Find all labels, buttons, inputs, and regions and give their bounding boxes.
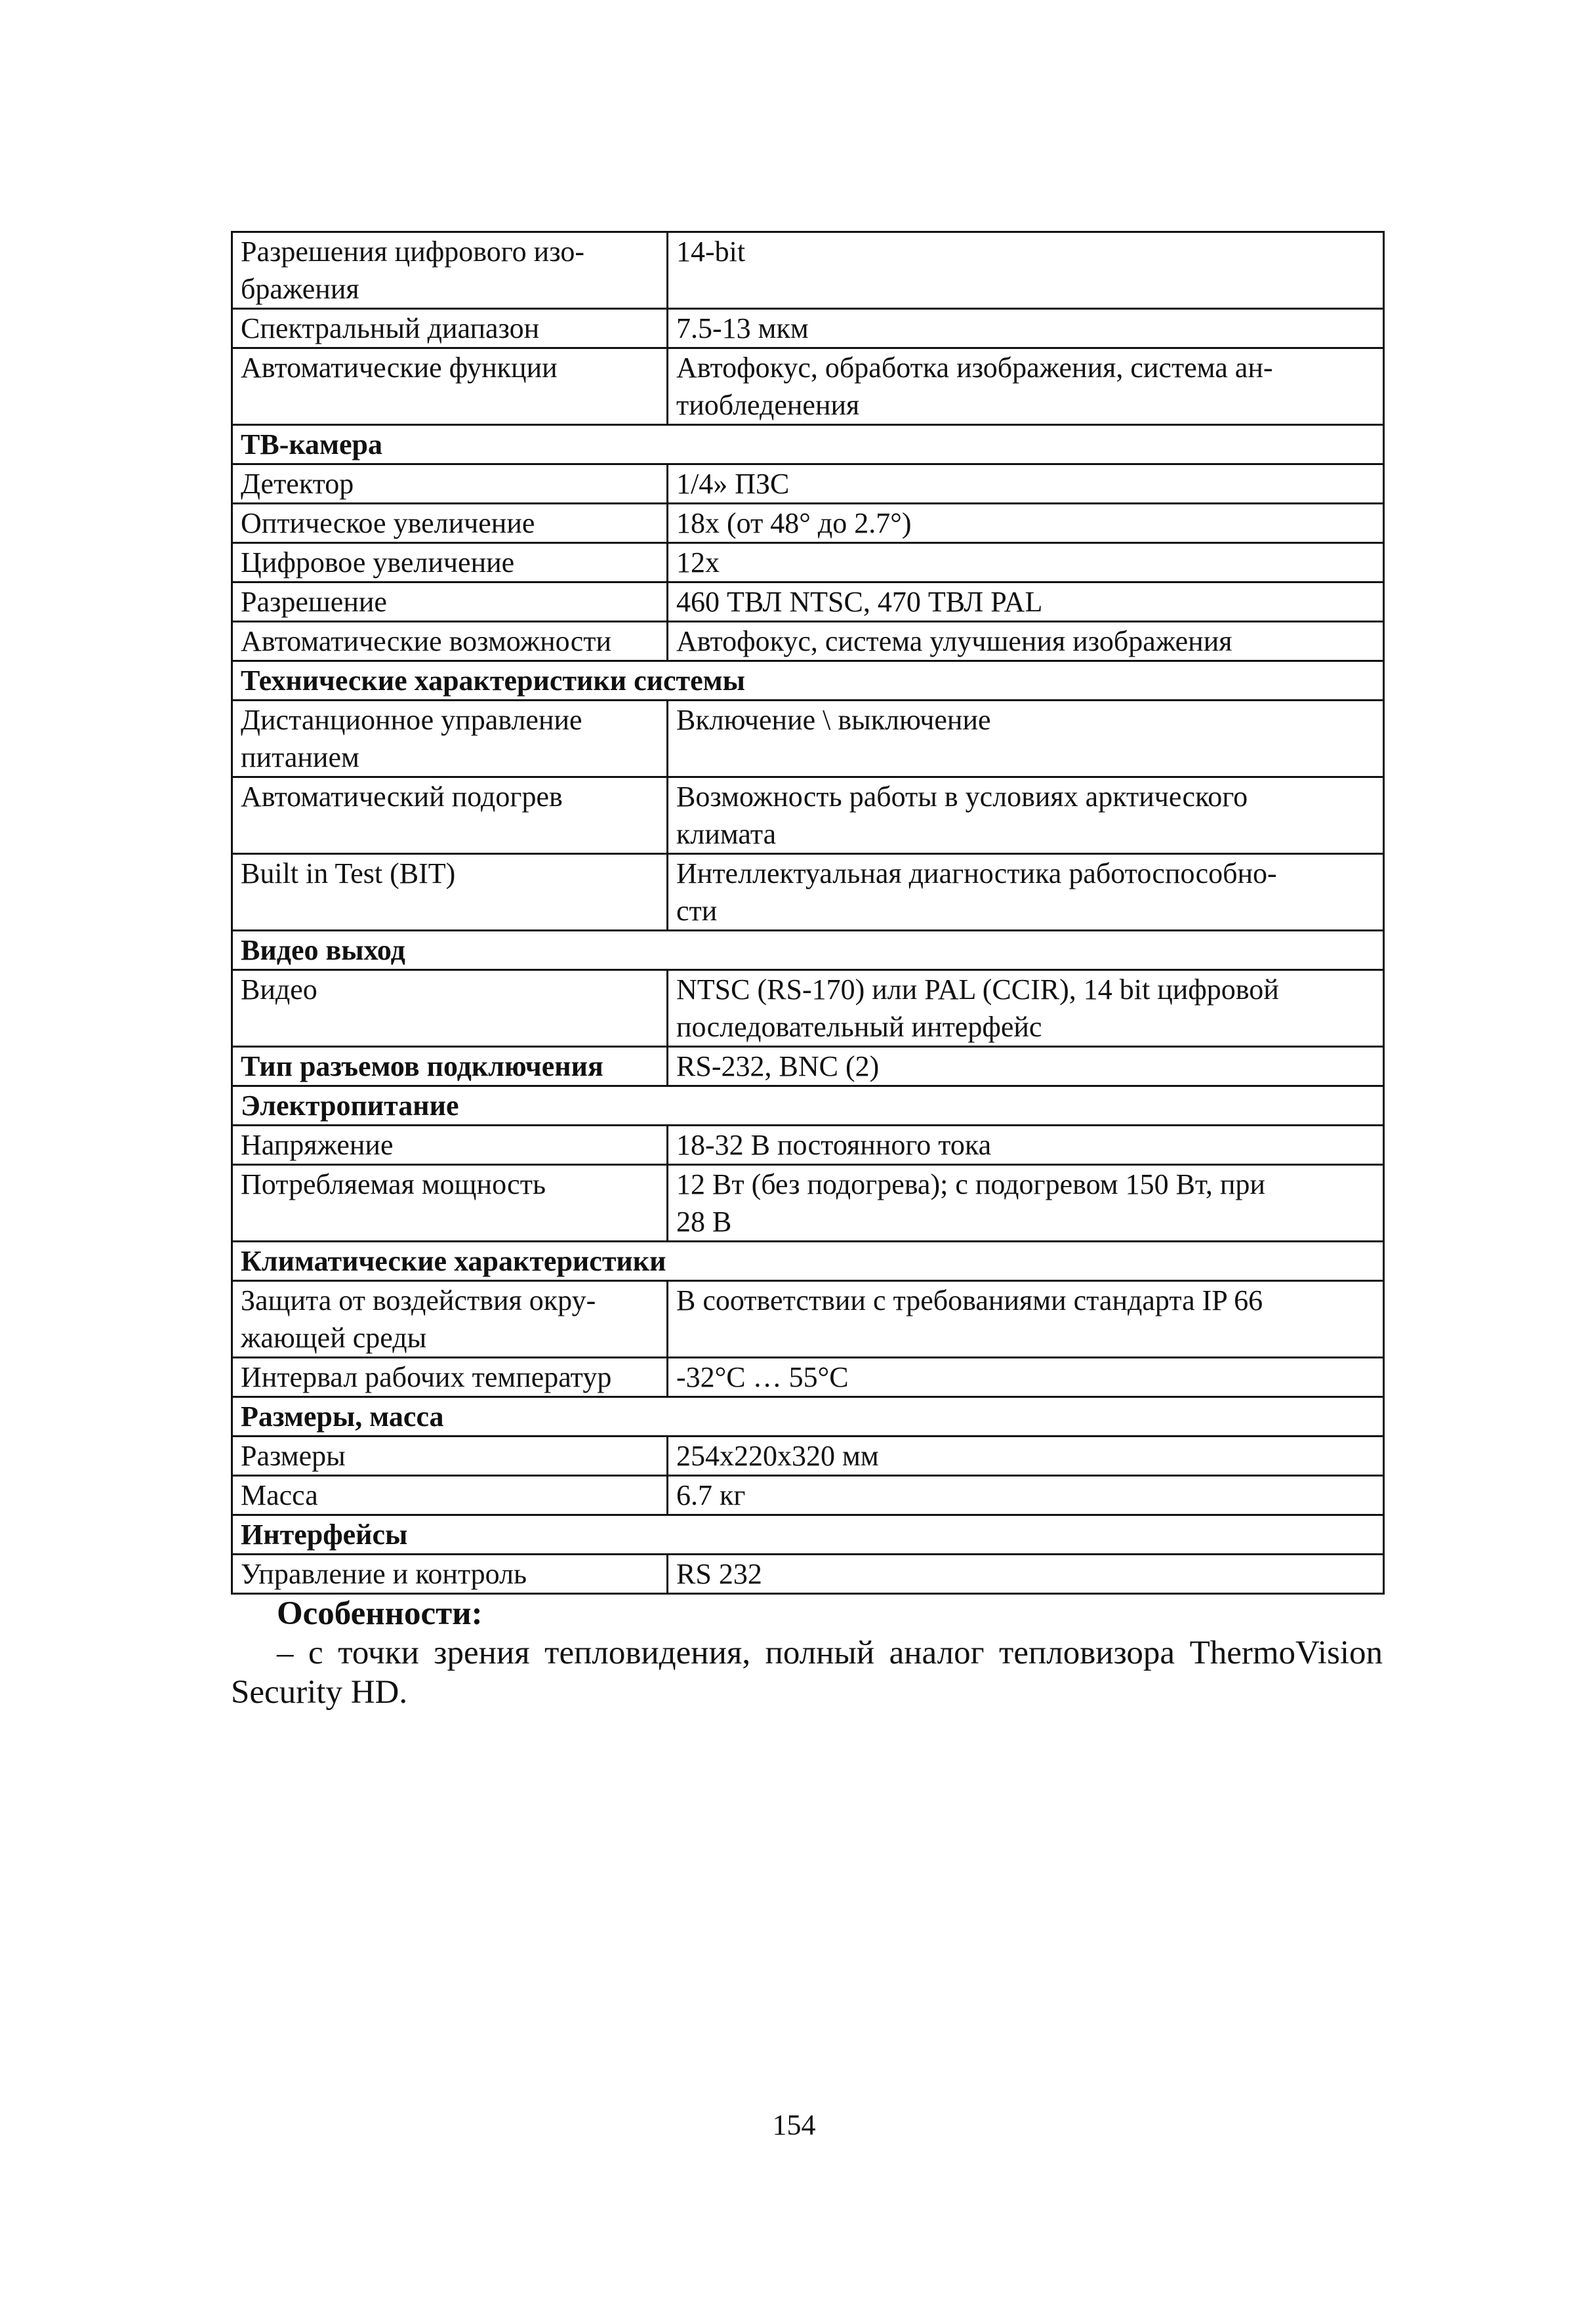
table-row — [232, 504, 1384, 543]
value-cell: Включение \ выключение — [668, 701, 1384, 777]
value-cell: В соответствии с требованиями стандарта IP 66 — [668, 1281, 1384, 1358]
value-cell: 460 ТВЛ NTSC, 470 ТВЛ PAL — [668, 582, 1384, 622]
parameter-cell: Напряжение — [232, 1126, 668, 1165]
table-row — [232, 1476, 1384, 1515]
value-cell: Автофокус, система улучшения изображения — [668, 622, 1384, 661]
value-cell: Интеллектуальная диагностика работоспособно- сти — [668, 854, 1384, 931]
table-row — [232, 543, 1384, 582]
table-row — [232, 854, 1384, 931]
parameter-cell: Видео — [232, 970, 668, 1047]
parameter-cell: Масса — [232, 1476, 668, 1515]
page-number: 154 — [772, 2109, 816, 2141]
features-text: – с точки зрения тепловидения, полный аналог тепловизора ThermoVision Security HD. — [231, 1635, 1383, 1711]
value-cell: -32°C … 55°C — [668, 1358, 1384, 1397]
section-header: Электропитание — [232, 1086, 1384, 1126]
parameter-cell: Разрешения цифрового изо- бражения — [232, 232, 668, 309]
value-cell: 7.5-13 мкм — [668, 309, 1384, 348]
value-cell: 18x (от 48° до 2.7°) — [668, 504, 1384, 543]
table-section-row — [232, 931, 1384, 970]
table-row — [232, 1281, 1384, 1358]
table-row — [232, 1358, 1384, 1397]
value-cell: 14-bit — [668, 232, 1384, 309]
value-cell: NTSC (RS-170) или PAL (CCIR), 14 bit цифровой последовательный интерфейс — [668, 970, 1384, 1047]
specifications-table-body — [232, 232, 1384, 1594]
parameter-cell: Интервал рабочих температур — [232, 1358, 668, 1397]
features-heading: Особенности: — [277, 1595, 483, 1632]
table-row — [232, 1437, 1384, 1476]
specifications-table — [231, 231, 1385, 1595]
table-row — [232, 701, 1384, 777]
value-cell: 12x — [668, 543, 1384, 582]
table-row — [232, 464, 1384, 504]
table-row — [232, 309, 1384, 348]
parameter-cell: Дистанционное управление питанием — [232, 701, 668, 777]
value-cell: 6.7 кг — [668, 1476, 1384, 1515]
parameter-cell: Детектор — [232, 464, 668, 504]
table-row — [232, 232, 1384, 309]
table-row — [232, 1165, 1384, 1242]
parameter-cell: Защита от воздействия окру- жающей среды — [232, 1281, 668, 1358]
table-row — [232, 1555, 1384, 1594]
section-header: Климатические характеристики — [232, 1242, 1384, 1281]
parameter-cell: Размеры — [232, 1437, 668, 1476]
parameter-cell: Управление и контроль — [232, 1555, 668, 1594]
table-row — [232, 970, 1384, 1047]
value-cell: 18-32 В постоянного тока — [668, 1126, 1384, 1165]
parameter-cell: Тип разъемов подключения — [232, 1047, 668, 1086]
value-cell: RS-232, BNC (2) — [668, 1047, 1384, 1086]
table-row — [232, 582, 1384, 622]
table-section-row — [232, 661, 1384, 701]
table-section-row — [232, 1397, 1384, 1437]
parameter-cell: Автоматические функции — [232, 348, 668, 425]
table-section-row — [232, 1242, 1384, 1281]
section-header: Технические характеристики системы — [232, 661, 1384, 701]
value-cell: 254x220x320 мм — [668, 1437, 1384, 1476]
value-cell: Возможность работы в условиях арктического климата — [668, 777, 1384, 854]
table-row — [232, 1126, 1384, 1165]
value-cell: 12 Вт (без подогрева); с подогревом 150 Вт, при 28 В — [668, 1165, 1384, 1242]
parameter-cell: Разрешение — [232, 582, 668, 622]
table-row — [232, 1047, 1384, 1086]
table-section-row — [232, 1515, 1384, 1555]
parameter-cell: Потребляемая мощность — [232, 1165, 668, 1242]
parameter-cell: Автоматические возможности — [232, 622, 668, 661]
section-header: Размеры, масса — [232, 1397, 1384, 1437]
section-header: ТВ-камера — [232, 425, 1384, 464]
value-cell: 1/4» ПЗС — [668, 464, 1384, 504]
features-block — [231, 1594, 1383, 1712]
parameter-cell: Оптическое увеличение — [232, 504, 668, 543]
value-cell: RS 232 — [668, 1555, 1384, 1594]
parameter-cell: Цифровое увеличение — [232, 543, 668, 582]
table-row — [232, 777, 1384, 854]
parameter-cell: Автоматический подогрев — [232, 777, 668, 854]
section-header: Интерфейсы — [232, 1515, 1384, 1555]
section-header: Видео выход — [232, 931, 1384, 970]
value-cell: Автофокус, обработка изображения, система ан- тиобледенения — [668, 348, 1384, 425]
table-row — [232, 622, 1384, 661]
parameter-cell: Спектральный диапазон — [232, 309, 668, 348]
table-section-row — [232, 1086, 1384, 1126]
parameter-cell: Built in Test (BIT) — [232, 854, 668, 931]
table-row — [232, 348, 1384, 425]
table-section-row — [232, 425, 1384, 464]
